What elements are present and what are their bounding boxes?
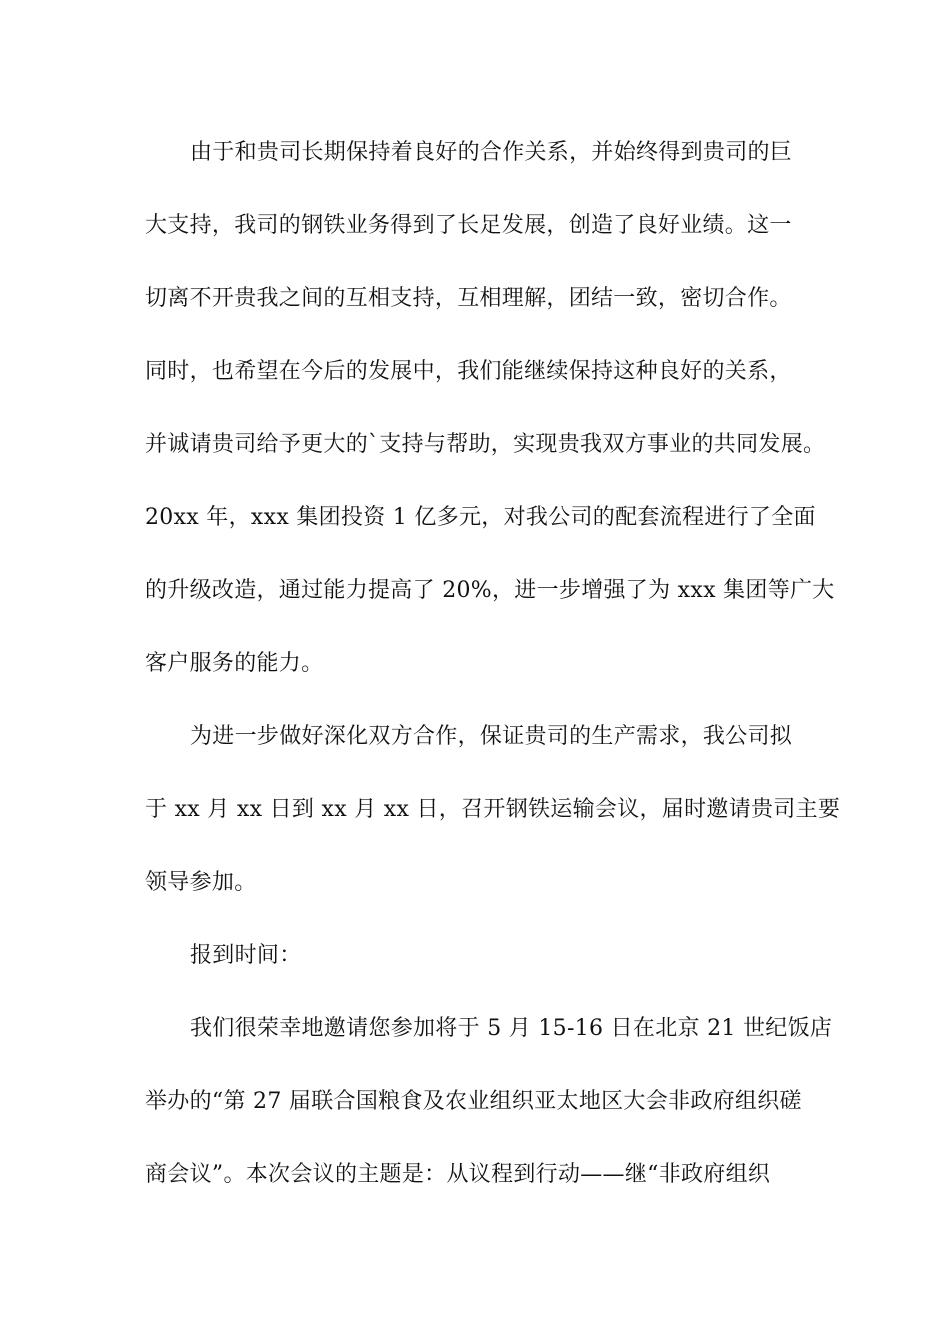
paragraph-3-line-1: 我们很荣幸地邀请您参加将于 5 月 15-16 日在北京 21 世纪饭店: [190, 1016, 833, 1041]
paragraph-1-line-4: 同时，也希望在今后的发展中，我们能继续保持这种良好的关系，: [145, 359, 792, 384]
paragraph-3-line-3: 商会议”。本次会议的主题是：从议程到行动——继“非政府组织: [145, 1162, 771, 1187]
paragraph-1-line-3: 切离不开贵我之间的互相支持，互相理解，团结一致，密切合作。: [145, 286, 792, 311]
paragraph-1-line-2: 大支持，我司的钢铁业务得到了长足发展，创造了良好业绩。这一: [145, 213, 792, 238]
paragraph-2-line-1: 为进一步做好深化双方合作，保证贵司的生产需求，我公司拟: [190, 724, 793, 749]
paragraph-2-line-3: 领导参加。: [145, 870, 257, 895]
registration-time-label: 报到时间：: [190, 943, 302, 968]
paragraph-3-line-2: 举办的“第 27 届联合国粮食及农业组织亚太地区大会非政府组织磋: [145, 1089, 802, 1114]
paragraph-1-line-1: 由于和贵司长期保持着良好的合作关系，并始终得到贵司的巨: [190, 140, 793, 165]
paragraph-1-line-5: 并诚请贵司给予更大的`支持与帮助，实现贵我双方事业的共同发展。: [145, 432, 826, 457]
paragraph-2-line-2: 于 xx 月 xx 日到 xx 月 xx 日，召开钢铁运输会议，届时邀请贵司主要: [145, 797, 841, 822]
paragraph-1-line-8: 客户服务的能力。: [145, 651, 324, 676]
paragraph-1-line-7: 的升级改造，通过能力提高了 20%，进一步增强了为 xxx 集团等广大: [145, 578, 835, 603]
paragraph-1-line-6: 20xx 年，xxx 集团投资 1 亿多元，对我公司的配套流程进行了全面: [145, 505, 816, 530]
